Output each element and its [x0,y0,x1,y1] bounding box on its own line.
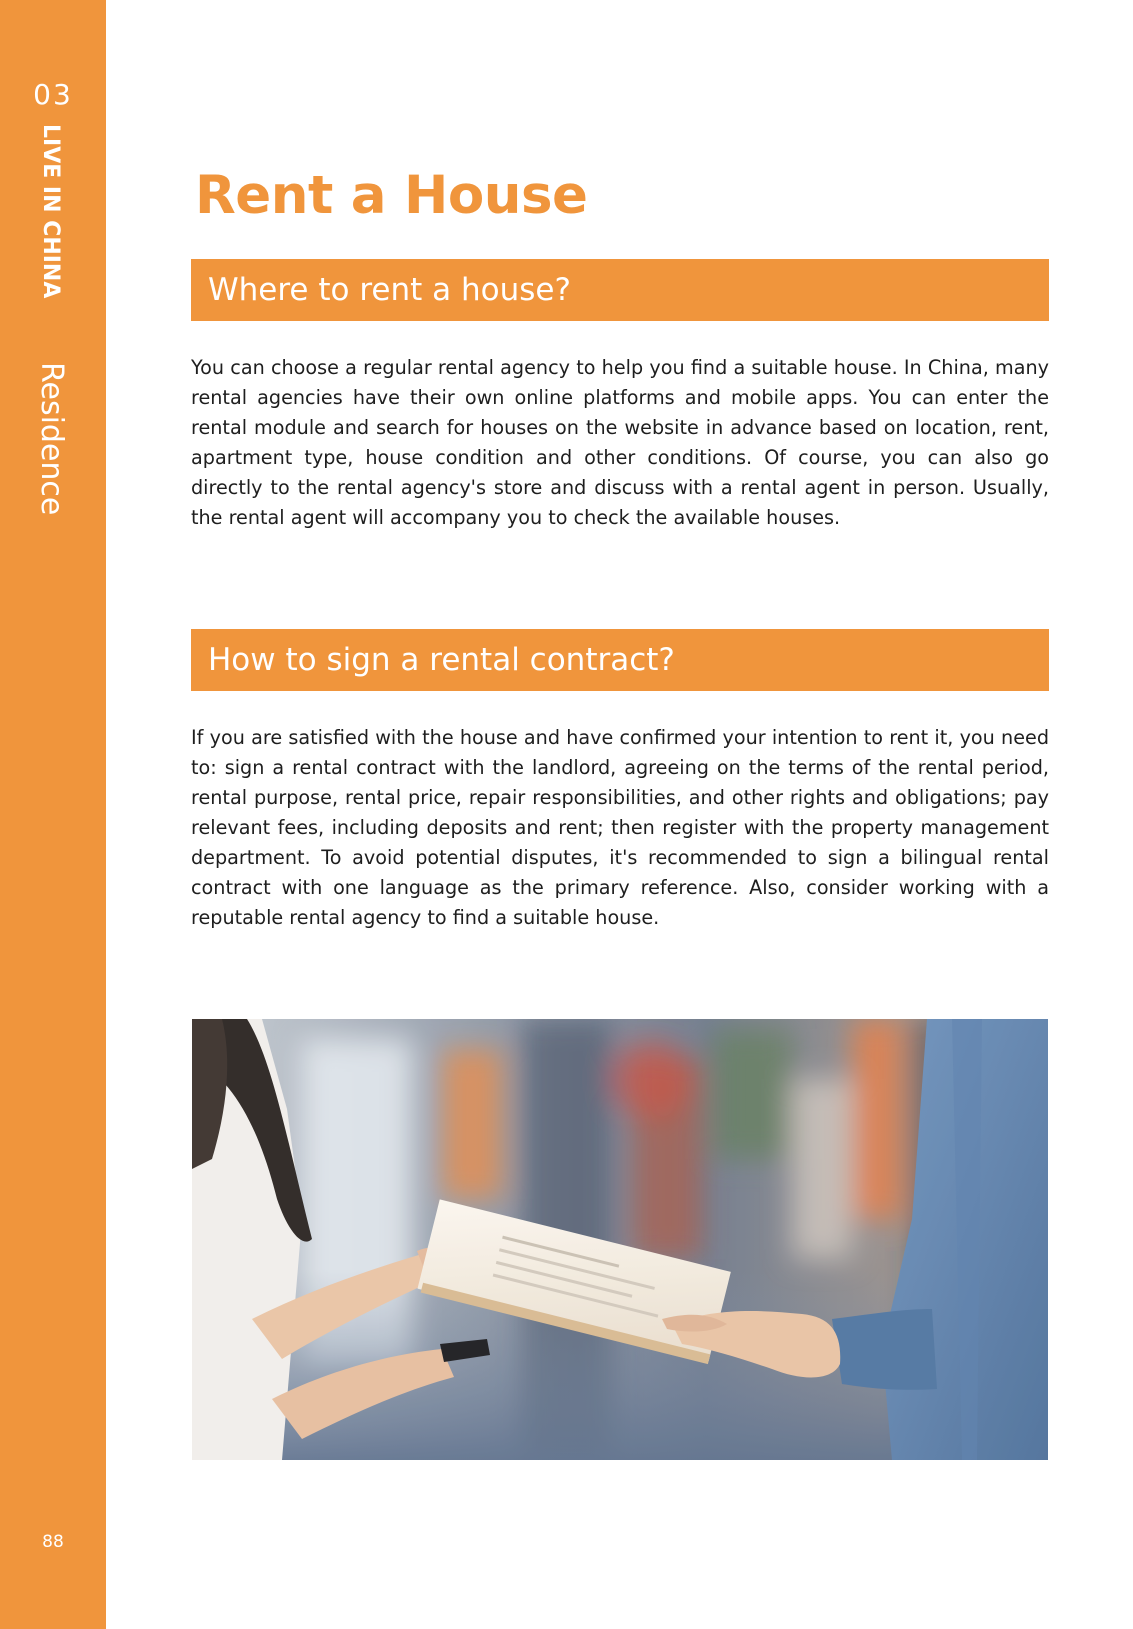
page-title: Rent a House [195,165,588,226]
section-heading-where-to-rent: Where to rent a house? [191,259,1049,321]
subsection-label: Residence [34,362,69,516]
section-label: LIVE IN CHINA [38,124,63,299]
chapter-number: 03 [33,78,73,111]
page-number: 88 [42,1532,64,1552]
chapter-sidebar [0,0,106,1629]
section-body-where-to-rent: You can choose a regular rental agency to help you find a suitable house. In China, many rental agencies have their own online platforms and mobile apps. You can enter the rental module and search for houses on the website in advance based on location, rent, apartment type, house condition and other conditions. Of course, you can also go directly to the rental agency's store and discuss with a rental agent in person. Usually, the rental agent will accompany you to check the available houses. [191,356,1049,529]
section-body-rental-contract: If you are satisfied with the house and have confirmed your intention to rent it, you need to: sign a rental contract with the landlord, agreeing on the terms of the rental period, rental purpose, rental price, repair responsibilities, and other rights and obligations; pay relevant fees, including deposits and rent; then register with the property management department. To avoid potential disputes, it's recommended to sign a bilingual rental contract with one language as the primary reference. Also, consider working with a reputable rental agency to find a suitable house. [191,726,1049,929]
section-heading-rental-contract: How to sign a rental contract? [191,629,1049,691]
contract-handover-photo [192,1019,1048,1460]
